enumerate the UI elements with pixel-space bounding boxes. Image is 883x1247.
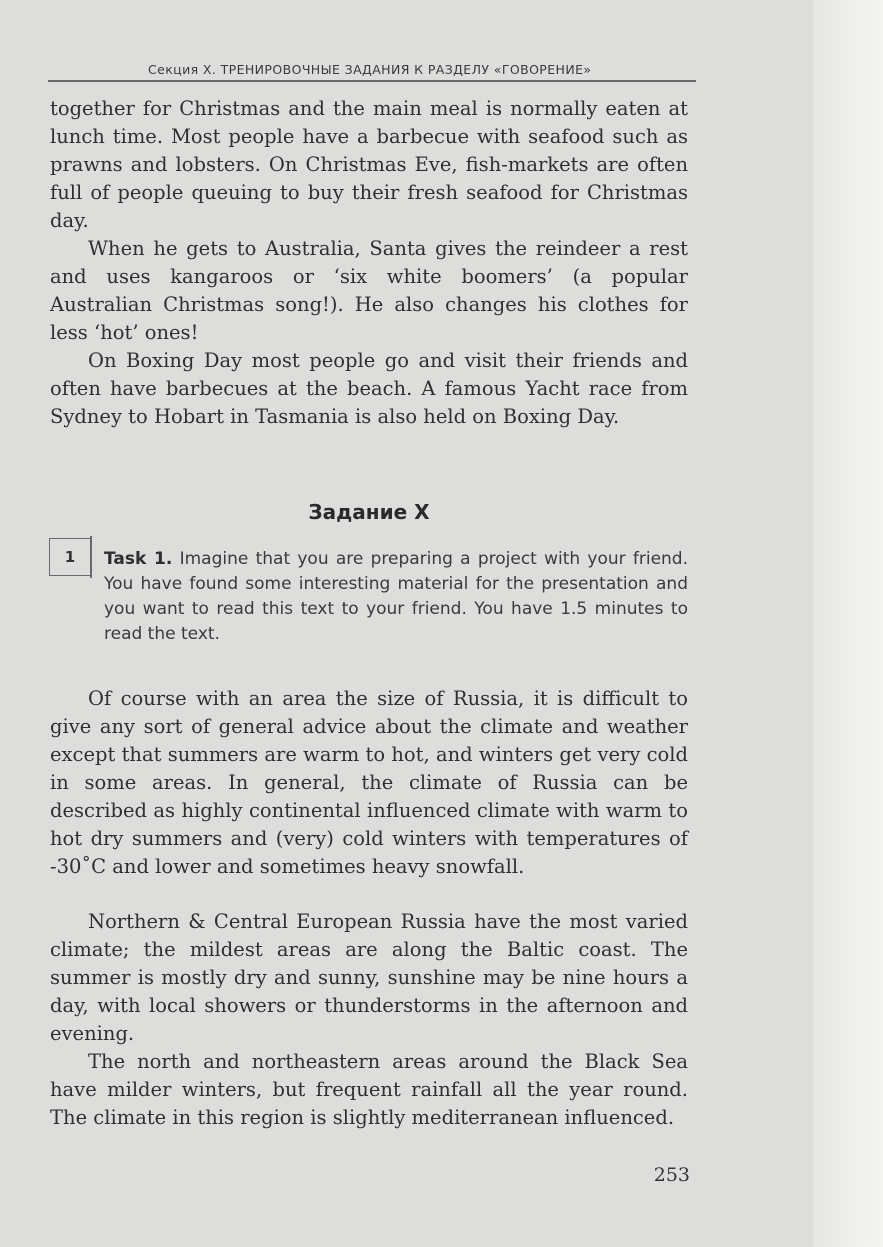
paragraph-black-sea: The north and northeastern areas around the Black Sea have milder winters, but frequent rainfall all the year round. The climate in this region is slightly mediterranean influenced. <box>50 1050 688 1129</box>
task-number-divider <box>90 536 92 578</box>
scan-margin <box>813 0 883 1247</box>
paragraph-russia-climate: Of course with an area the size of Russia, it is difficult to give any sort of general advice about the climate and weather except that summers are warm to hot, and winters get very cold in some areas. In general, the climate of Russia can be described as highly continental influenced climate with warm to hot dry summers and (very) cold winters with temperatures of -30˚C and lower and sometimes heavy snowfall. <box>50 687 688 878</box>
task-instruction <box>104 547 688 647</box>
paragraph-boxing-day: On Boxing Day most people go and visit their friends and often have barbecues at the beach. A famous Yacht race from Sydney to Hobart in Tasmania is also held on Boxing Day. <box>50 349 688 428</box>
section-title: Задание X <box>308 500 430 524</box>
task-number-badge: 1 <box>49 538 90 576</box>
header-rule <box>48 80 696 82</box>
task-label: Task 1. <box>104 549 173 569</box>
paragraph-christmas-meal: together for Christmas and the main meal is normally eaten at lunch time. Most people have a barbecue with seafood such as prawns and lobsters. On Christmas Eve, fish-markets are often full of people queuing to buy their fresh seafood for Christmas day. <box>50 97 688 232</box>
paragraph-santa-australia: When he gets to Australia, Santa gives the reindeer a rest and uses kangaroos or ‘six white boomers’ (a popular Australian Christmas song!). He also changes his clothes for less ‘hot’ ones! <box>50 237 688 344</box>
page-number: 253 <box>653 1164 690 1186</box>
paragraph-european-russia: Northern & Central European Russia have the most varied climate; the mildest areas are along the Baltic coast. The summer is mostly dry and sunny, sunshine may be nine hours a day, with local showers or thunderstorms in the afternoon and evening. <box>50 910 688 1045</box>
task-instruction-text: Imagine that you are preparing a project with your friend. You have found some interesting material for the presentation and you want to read this text to your friend. You have 1.5 minutes to read the text. <box>104 549 688 644</box>
running-head: Секция X. ТРЕНИРОВОЧНЫЕ ЗАДАНИЯ К РАЗДЕЛУ «ГОВОРЕНИЕ» <box>148 62 592 77</box>
